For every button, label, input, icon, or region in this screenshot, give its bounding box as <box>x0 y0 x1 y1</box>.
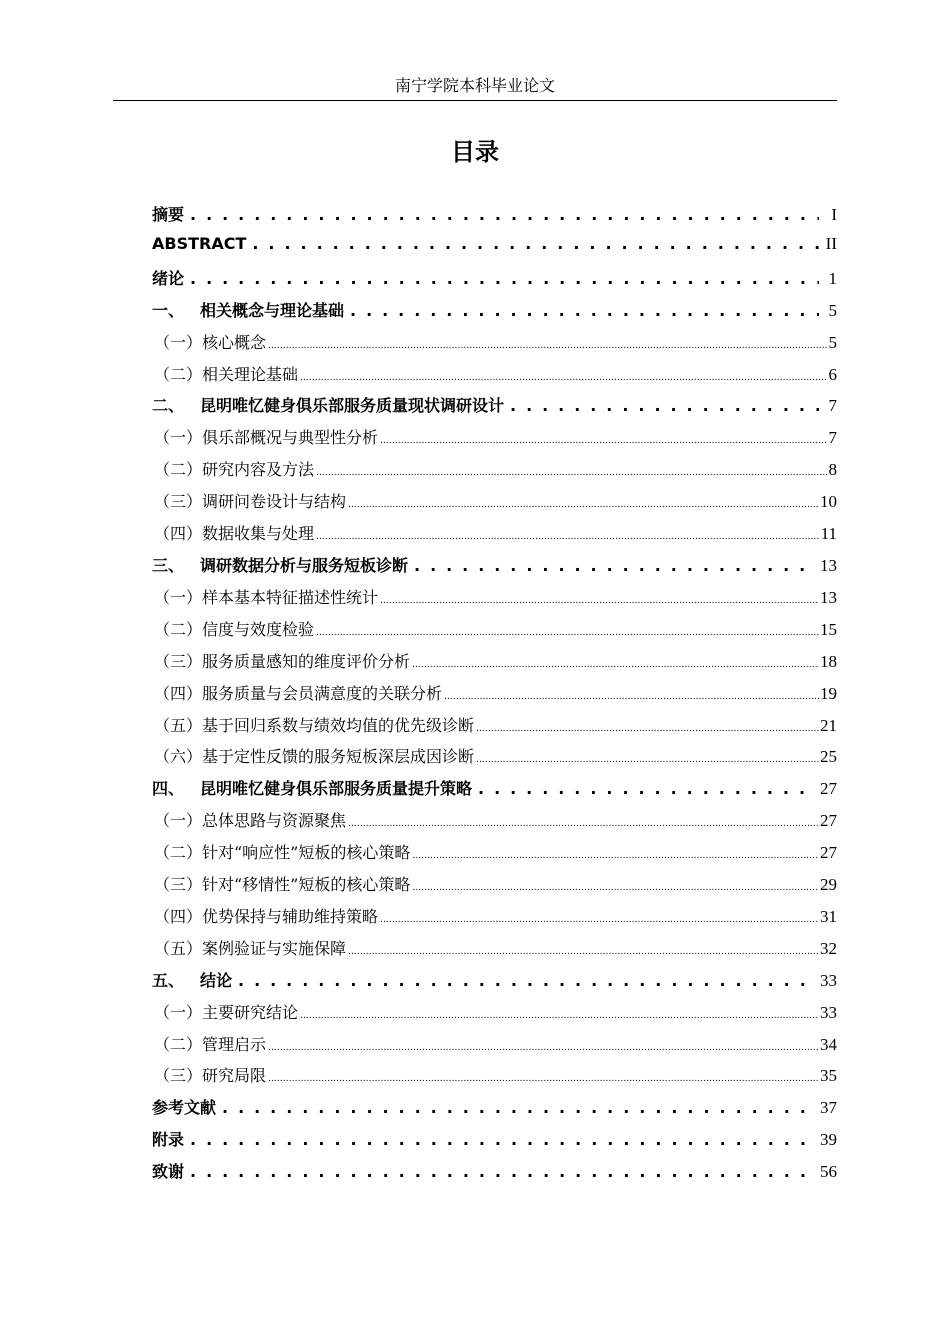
toc-entry-label <box>152 840 410 863</box>
toc-entry-label <box>152 234 246 253</box>
toc-dot-leader <box>476 724 819 734</box>
toc-entry-title: 相关概念与理论基础 <box>200 300 345 320</box>
toc-entry-title: （二）管理启示 <box>154 1034 267 1054</box>
toc-chapter-number: 二、 <box>152 396 185 416</box>
toc-dot-leader <box>300 373 827 383</box>
toc-entry-section[interactable] <box>152 744 837 776</box>
toc-entry-label <box>152 808 346 831</box>
toc-entry-title: 昆明唯忆健身俱乐部服务质量现状调研设计 <box>200 396 505 416</box>
toc-page-number: I <box>831 205 837 224</box>
toc-entry-chapter[interactable] <box>152 393 837 425</box>
toc-page-number: 7 <box>828 428 837 448</box>
toc-entry-title: （一）俱乐部概况与典型性分析 <box>154 428 379 448</box>
toc-dot-leader <box>222 1098 816 1117</box>
toc-entry-title: （一）样本基本特征描述性统计 <box>154 587 379 607</box>
toc-entry-section[interactable] <box>152 1063 837 1095</box>
toc-entry-title: 参考文献 <box>152 1098 217 1118</box>
toc-dot-leader <box>348 500 819 510</box>
toc-entry-label <box>152 744 474 767</box>
toc-page-number: 19 <box>820 683 837 703</box>
toc-entry-label <box>152 330 266 353</box>
toc-dot-leader <box>268 1043 819 1053</box>
toc-entry-title: ABSTRACT <box>152 233 247 253</box>
toc-page-number: 32 <box>820 938 837 958</box>
toc-chapter-number: 三、 <box>152 555 185 575</box>
toc-dot-leader <box>348 947 819 957</box>
toc-page-number: 5 <box>828 300 837 320</box>
toc-entry-title: （三）针对“移情性”短板的核心策略 <box>154 875 411 895</box>
toc-entry-label <box>152 553 408 576</box>
toc-entry-title: （二）信度与效度检验 <box>154 619 315 639</box>
toc-entry-section[interactable] <box>152 872 837 904</box>
toc-entry-section[interactable] <box>152 362 837 394</box>
toc-entry-label <box>152 617 314 640</box>
toc-entry-chapter[interactable] <box>152 776 837 808</box>
toc-dot-leader <box>190 269 819 288</box>
toc-entry-label <box>152 936 346 959</box>
toc-page-number: 31 <box>820 906 837 926</box>
toc-dot-leader <box>412 883 819 893</box>
toc-entry-title: （二）研究内容及方法 <box>154 460 315 480</box>
toc-entry-title: 绪论 <box>152 268 185 288</box>
toc-entry-chapter[interactable] <box>152 266 837 298</box>
toc-chapter-number: 一、 <box>152 300 185 320</box>
toc-entry-title: （一）主要研究结论 <box>154 1002 299 1022</box>
toc-entry-title: （二）针对“响应性”短板的核心策略 <box>154 843 411 863</box>
toc-entry-section[interactable] <box>152 425 837 457</box>
toc-entry-label <box>152 649 410 672</box>
toc-entry-chapter[interactable] <box>152 234 837 266</box>
toc-entry-label <box>152 1159 184 1182</box>
toc-entry-label <box>152 681 442 704</box>
toc-entry-section[interactable] <box>152 681 837 713</box>
toc-dot-leader <box>412 660 819 670</box>
toc-page-number: 33 <box>820 1002 837 1022</box>
toc-page-number: 39 <box>820 1130 837 1150</box>
toc-page-number: 27 <box>820 843 837 863</box>
toc-page-number: 27 <box>820 779 837 799</box>
toc-entry-title: （一）核心概念 <box>154 332 267 352</box>
toc-page-number: 8 <box>828 460 837 480</box>
toc-page-number: 27 <box>820 811 837 831</box>
toc-page-number: 6 <box>828 364 837 384</box>
toc-entry-label <box>152 298 344 321</box>
toc-dot-leader <box>476 755 819 765</box>
toc-entry-label <box>152 1000 298 1023</box>
toc-dot-leader <box>380 915 819 925</box>
toc-entry-label <box>152 776 472 799</box>
toc-dot-leader <box>380 436 827 446</box>
toc-entry-label <box>152 713 474 736</box>
toc-entry-title: （一）总体思路与资源聚焦 <box>154 811 347 831</box>
toc-entry-title: （五）案例验证与实施保障 <box>154 938 347 958</box>
toc-entry-label <box>152 362 298 385</box>
toc-entry-section[interactable] <box>152 1032 837 1064</box>
toc-dot-leader <box>316 468 827 478</box>
toc-entry-chapter[interactable] <box>152 1127 837 1159</box>
toc-dot-leader <box>478 779 816 798</box>
toc-entry-title: 调研数据分析与服务短板诊断 <box>200 555 409 575</box>
toc-entry-section[interactable] <box>152 808 837 840</box>
toc-page-number: 13 <box>820 587 837 607</box>
toc-entry-section[interactable] <box>152 904 837 936</box>
toc-entry-label <box>152 1032 266 1055</box>
toc-entry-label <box>152 968 232 991</box>
toc-dot-leader <box>380 596 819 606</box>
toc-entry-title: （三）服务质量感知的维度评价分析 <box>154 651 411 671</box>
toc-page-number: 13 <box>820 555 837 575</box>
toc-chapter-number: 四、 <box>152 779 185 799</box>
toc-entry-label <box>152 872 410 895</box>
toc-entry-title: 摘要 <box>152 205 185 224</box>
toc-page-number: 33 <box>820 970 837 990</box>
toc-entry-title: 昆明唯忆健身俱乐部服务质量提升策略 <box>200 779 473 799</box>
toc-page-number: 10 <box>820 492 837 512</box>
toc-dot-leader <box>414 556 816 575</box>
toc-dot-leader <box>190 1130 816 1149</box>
toc-entry-label <box>152 457 314 480</box>
toc-entry-label <box>152 521 314 544</box>
toc-page-number: 7 <box>828 396 837 416</box>
toc-entry-section[interactable] <box>152 457 837 489</box>
toc-entry-label <box>152 1127 184 1150</box>
toc-dot-leader <box>350 301 819 320</box>
toc-entry-label <box>152 1063 266 1086</box>
page-title: 目录 <box>451 138 499 166</box>
toc-page-number: 1 <box>828 268 837 288</box>
toc-dot-leader <box>190 1162 816 1181</box>
toc-entry-label <box>152 266 184 289</box>
toc-entry-chapter[interactable] <box>152 1159 837 1191</box>
toc-entry-section[interactable] <box>152 713 837 745</box>
toc-page-number: 56 <box>820 1162 837 1182</box>
toc-page-number: 35 <box>820 1066 837 1086</box>
toc-chapter-number: 五、 <box>152 970 185 990</box>
toc-entry-section[interactable] <box>152 489 837 521</box>
toc-entry-title: （五）基于回归系数与绩效均值的优先级诊断 <box>154 715 475 735</box>
toc-page-number: 21 <box>820 715 837 735</box>
toc-dot-leader <box>316 628 819 638</box>
toc-page-number: 11 <box>820 524 837 544</box>
toc-entry-title: 附录 <box>152 1130 185 1150</box>
toc-entry-label <box>152 904 378 927</box>
toc-entry-section[interactable] <box>152 840 837 872</box>
toc-dot-leader <box>252 234 819 253</box>
toc-entry-chapter[interactable] <box>152 968 837 1000</box>
toc-dot-leader <box>510 396 819 415</box>
toc-entry-section[interactable] <box>152 936 837 968</box>
toc-dot-leader <box>238 971 816 990</box>
toc-dot-leader <box>348 819 819 829</box>
toc-page-number: 29 <box>820 875 837 895</box>
toc-entry-title: （四）数据收集与处理 <box>154 524 315 544</box>
toc-entry-label <box>152 1095 216 1118</box>
toc-entry-chapter[interactable] <box>152 553 837 585</box>
toc-dot-leader <box>300 1011 819 1021</box>
toc-page-number: 15 <box>820 619 837 639</box>
toc-page-number: 25 <box>820 747 837 767</box>
toc-entry-title: （四）服务质量与会员满意度的关联分析 <box>154 683 443 703</box>
toc-entry-title: （二）相关理论基础 <box>154 364 299 384</box>
toc-page-number: 5 <box>828 332 837 352</box>
header-divider <box>113 100 837 101</box>
toc-entry-label <box>152 489 346 512</box>
toc-entry-title: 结论 <box>200 970 233 990</box>
toc-entry-title: 致谢 <box>152 1162 185 1182</box>
toc-page-number: 18 <box>820 651 837 671</box>
toc-page-number: 34 <box>820 1034 837 1054</box>
toc-entry-label <box>152 393 504 416</box>
toc-entry-chapter[interactable] <box>152 1095 837 1127</box>
toc-entry-title: （四）优势保持与辅助维持策略 <box>154 906 379 926</box>
toc-entry-section[interactable] <box>152 649 837 681</box>
toc-dot-leader <box>268 341 827 351</box>
toc-entry-chapter[interactable] <box>152 298 837 330</box>
toc-dot-leader <box>412 851 819 861</box>
toc-entry-section[interactable] <box>152 585 837 617</box>
toc-entry-title: （三）研究局限 <box>154 1066 267 1086</box>
toc-page-number: 37 <box>820 1098 837 1118</box>
toc-entry-title: （三）调研问卷设计与结构 <box>154 492 347 512</box>
toc-entry-label <box>152 202 184 225</box>
running-header: 南宁学院本科毕业论文 <box>394 76 555 95</box>
toc-dot-leader <box>316 532 820 542</box>
toc-entry-section[interactable] <box>152 521 837 553</box>
toc-entry-section[interactable] <box>152 617 837 649</box>
toc-entry-section[interactable] <box>152 1000 837 1032</box>
toc-page-number: II <box>825 233 837 253</box>
toc-dot-leader <box>268 1074 819 1084</box>
toc-dot-leader <box>444 692 819 702</box>
toc-entry-label <box>152 425 378 448</box>
table-of-contents <box>152 202 837 1191</box>
toc-entry-chapter[interactable] <box>152 202 837 234</box>
toc-entry-section[interactable] <box>152 330 837 362</box>
toc-entry-title: （六）基于定性反馈的服务短板深层成因诊断 <box>154 747 475 767</box>
toc-dot-leader <box>190 205 819 224</box>
toc-entry-label <box>152 585 378 608</box>
